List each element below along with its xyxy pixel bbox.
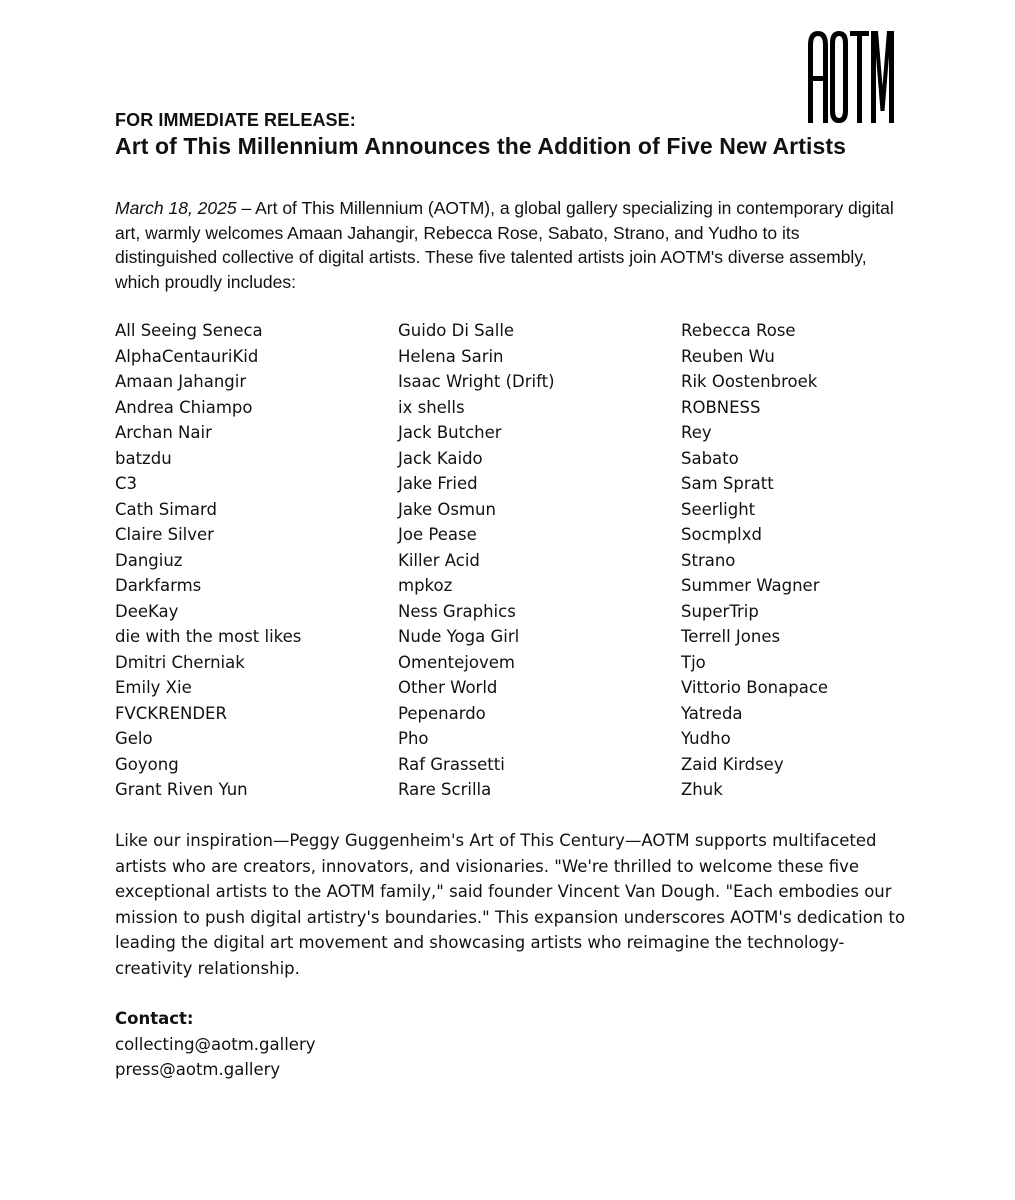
artist-name: Dmitri Cherniak — [115, 652, 245, 672]
artist-name: Andrea Chiampo — [115, 397, 253, 417]
artist-name: Zhuk — [681, 780, 723, 799]
artist-name: DeeKay — [115, 601, 179, 621]
closing-paragraph: Like our inspiration—Peggy Guggenheim's Art of This Century—AOTM supports multifaceted artists who are creators, innovators, and visionaries. "We're thrilled to welcome these five exceptional artists to the AOTM family," said founder Vincent Van Dough. "Each embodies our mission to push digital artistry's boundaries." This expansion underscores AOTM's dedication to leading the digital art movement and showcasing artists who reimagine the technology-creativity relationship. — [115, 831, 906, 978]
artist-name: Darkfarms — [115, 576, 202, 595]
artist-name: Ness Graphics — [398, 601, 516, 621]
artist-list — [115, 318, 915, 808]
artist-name: Jake Fried — [398, 474, 478, 493]
artist-name: Nude Yoga Girl — [398, 627, 520, 646]
artist-name: Rare Scrilla — [398, 780, 492, 799]
artist-name: Cath Simard — [115, 499, 218, 519]
artist-name: All Seeing Seneca — [115, 321, 263, 340]
artist-name: Pepenardo — [398, 703, 486, 723]
artist-name: Terrell Jones — [681, 627, 781, 646]
artist-name: AlphaCentauriKid — [115, 346, 259, 366]
artist-name: Other World — [398, 678, 498, 697]
artist-name: Strano — [681, 550, 736, 570]
contact-label: Contact: — [115, 1009, 194, 1028]
artist-name: Isaac Wright (Drift) — [398, 372, 555, 391]
intro-body: – Art of This Millennium (AOTM), a global gallery specializing in contemporary digital art, warmly welcomes Amaan Jahangir, Rebecca Rose, Sabato, Strano, and Yudho to its distinguished collective of digital artists. These five talented artists join AOTM's diverse assembly, which proudly includes: — [115, 198, 894, 292]
artist-name: Jack Kaido — [398, 448, 483, 468]
artist-name: Vittorio Bonapace — [681, 678, 829, 697]
artist-name: Jake Osmun — [398, 499, 496, 519]
artist-name: Zaid Kirdsey — [681, 754, 784, 774]
aotm-logo — [808, 31, 894, 123]
artist-name: die with the most likes — [115, 627, 302, 646]
artist-name: Goyong — [115, 754, 179, 774]
artist-name: Yudho — [681, 729, 731, 748]
artist-name: Killer Acid — [398, 550, 480, 570]
artist-column-3 — [681, 318, 828, 803]
artist-name: C3 — [115, 474, 138, 493]
artist-name: Jack Butcher — [398, 423, 502, 442]
artist-name: batzdu — [115, 448, 172, 468]
collecting-email-link[interactable]: collecting@aotm.gallery — [115, 1034, 316, 1054]
artist-name: Guido Di Salle — [398, 321, 515, 340]
aotm-logo-mark — [808, 31, 894, 123]
artist-name: Sabato — [681, 448, 739, 468]
artist-name: Sam Spratt — [681, 474, 774, 493]
page-title: Art of This Millennium Announces the Addition of Five New Artists — [115, 133, 847, 159]
artist-name: Dangiuz — [115, 550, 183, 570]
artist-name: SuperTrip — [681, 601, 759, 621]
artist-name: Raf Grassetti — [398, 754, 505, 774]
artist-name: Socmplxd — [681, 525, 763, 544]
release-kicker: FOR IMMEDIATE RELEASE: — [115, 110, 356, 130]
dateline: March 18, 2025 — [115, 198, 237, 218]
artist-name: Rey — [681, 423, 712, 442]
artist-name: ix shells — [398, 397, 465, 417]
artist-name: Reuben Wu — [681, 346, 775, 366]
contact-block — [115, 1006, 316, 1083]
artist-name: Summer Wagner — [681, 576, 820, 595]
artist-name: Pho — [398, 729, 429, 748]
artist-name: Omentejovem — [398, 652, 515, 672]
artist-name: ROBNESS — [681, 397, 761, 417]
artist-name: Emily Xie — [115, 678, 192, 697]
artist-column-2 — [398, 318, 555, 803]
artist-column-1 — [115, 318, 301, 803]
artist-name: Archan Nair — [115, 423, 212, 442]
intro-paragraph — [115, 196, 905, 294]
artist-name: Grant Riven Yun — [115, 780, 248, 799]
artist-name: Rebecca Rose — [681, 321, 796, 340]
press-email-link[interactable]: press@aotm.gallery — [115, 1060, 281, 1079]
artist-name: Yatreda — [681, 703, 743, 723]
artist-name: Seerlight — [681, 499, 756, 519]
artist-name: Joe Pease — [398, 525, 477, 544]
artist-name: Gelo — [115, 729, 153, 748]
artist-name: Tjo — [681, 652, 706, 672]
artist-name: Claire Silver — [115, 525, 214, 544]
artist-name: Rik Oostenbroek — [681, 372, 818, 391]
artist-name: Amaan Jahangir — [115, 372, 247, 391]
artist-name: FVCKRENDER — [115, 703, 227, 723]
artist-name: Helena Sarin — [398, 346, 504, 366]
artist-name: mpkoz — [398, 576, 453, 595]
